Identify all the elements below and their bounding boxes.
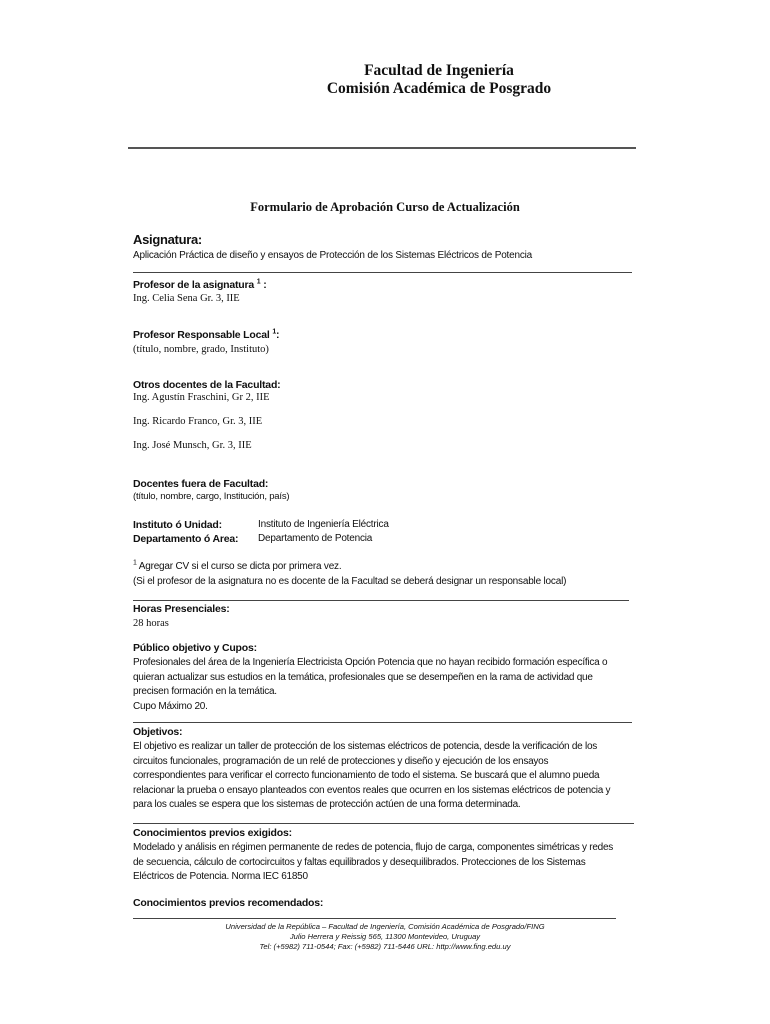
footer-divider xyxy=(133,918,616,919)
conocimientos-exigidos-label: Conocimientos previos exigidos: xyxy=(133,827,292,839)
asignatura-value: Aplicación Práctica de diseño y ensayos de Protección de los Sistemas Eléctricos de Potencia xyxy=(133,250,533,261)
departamento-label: Departamento ó Area: xyxy=(133,533,239,545)
footer-address: Julio Herrera y Reissig 565, 11300 Montevideo, Uruguay xyxy=(289,932,481,941)
profesor-value: Ing. Celia Sena Gr. 3, IIE xyxy=(133,293,240,304)
footer-university: Universidad de la República – Facultad de Ingeniería, Comisión Académica de Posgrado/FING xyxy=(225,922,545,931)
instituto-value: Instituto de Ingeniería Eléctrica xyxy=(258,519,389,530)
docentes-fuera-value: (título, nombre, cargo, Institución, país) xyxy=(133,491,290,502)
publico-label: Público objetivo y Cupos: xyxy=(133,642,257,654)
footer xyxy=(0,922,770,952)
instituto-label: Instituto ó Unidad: xyxy=(133,519,222,531)
asignatura-label: Asignatura: xyxy=(133,232,202,247)
docentes-fuera-label: Docentes fuera de Facultad: xyxy=(133,478,269,490)
conocimientos-recomendados-label: Conocimientos previos recomendados: xyxy=(133,897,324,909)
footnote-line2: (Si el profesor de la asignatura no es docente de la Facultad se deberá designar un responsable local) xyxy=(133,576,567,587)
profesor-local-value: (título, nombre, grado, Instituto) xyxy=(133,344,269,355)
footnote-line1: $^1$ Agregar CV si el curso se dicta por primera vez. xyxy=(133,559,342,572)
commission-title: Comisión Académica de Posgrado xyxy=(326,80,552,97)
profesor-label: Profesor de la asignatura $^1$ : xyxy=(133,278,267,291)
section-divider xyxy=(133,600,629,601)
otros-docente-item: Ing. Ricardo Franco, Gr. 3, IIE xyxy=(133,416,263,427)
header-divider xyxy=(128,147,636,149)
departamento-value: Departamento de Potencia xyxy=(258,533,373,544)
faculty-title: Facultad de Ingeniería xyxy=(364,62,514,79)
form-title: Formulario de Aprobación Curso de Actualización xyxy=(250,200,520,214)
footer-contact: Tel: (+5982) 711-0544; Fax: (+5982) 711-5446 URL: http://www.fing.edu.uy xyxy=(259,942,511,951)
section-divider xyxy=(133,823,634,824)
otros-docentes-label: Otros docentes de la Facultad: xyxy=(133,379,281,391)
publico-text: Profesionales del área de la Ingeniería Electricista Opción Potencia que no hayan recibido formación específica o quieran actualizar sus estudios en la temática, profesionales que se desempeñen en la rama de actividad que precisen formación en la temática. Cupo Máximo 20. xyxy=(133,657,608,712)
section-divider xyxy=(133,272,632,273)
horas-label: Horas Presenciales: xyxy=(133,603,230,615)
objetivos-label: Objetivos: xyxy=(133,726,183,738)
objetivos-text: El objetivo es realizar un taller de protección de los sistemas eléctricos de potencia, desde la verificación de los circuitos funcionales, programación de un relé de protecciones y diseño y ejecución de los ensayos correspondientes para verificar el correcto funcionamiento de todo el sistema. Se buscará que el alumno pueda relacionar la prueba o ensayo planteados con eventos reales que ocurren en los sistemas eléctricos de potencia y para los cuales se espera que los sistemas de protección actúen de una forma determinada. xyxy=(133,741,611,810)
horas-value: 28 horas xyxy=(133,618,169,629)
otros-docente-item: Ing. José Munsch, Gr. 3, IIE xyxy=(133,440,252,451)
otros-docente-item: Ing. Agustín Fraschini, Gr 2, IIE xyxy=(133,392,270,403)
profesor-local-label: Profesor Responsable Local $^1$: xyxy=(133,328,280,341)
section-divider xyxy=(133,722,632,723)
conocimientos-exigidos-text: Modelado y análisis en régimen permanente de redes de potencia, flujo de carga, componentes simétricas y redes de secuencia, cálculo de cortocircuitos y faltas equilibrados y desequilibrados. Protecciones de los Sistemas Eléctricos de Potencia. Norma IEC 61850 xyxy=(133,842,614,882)
